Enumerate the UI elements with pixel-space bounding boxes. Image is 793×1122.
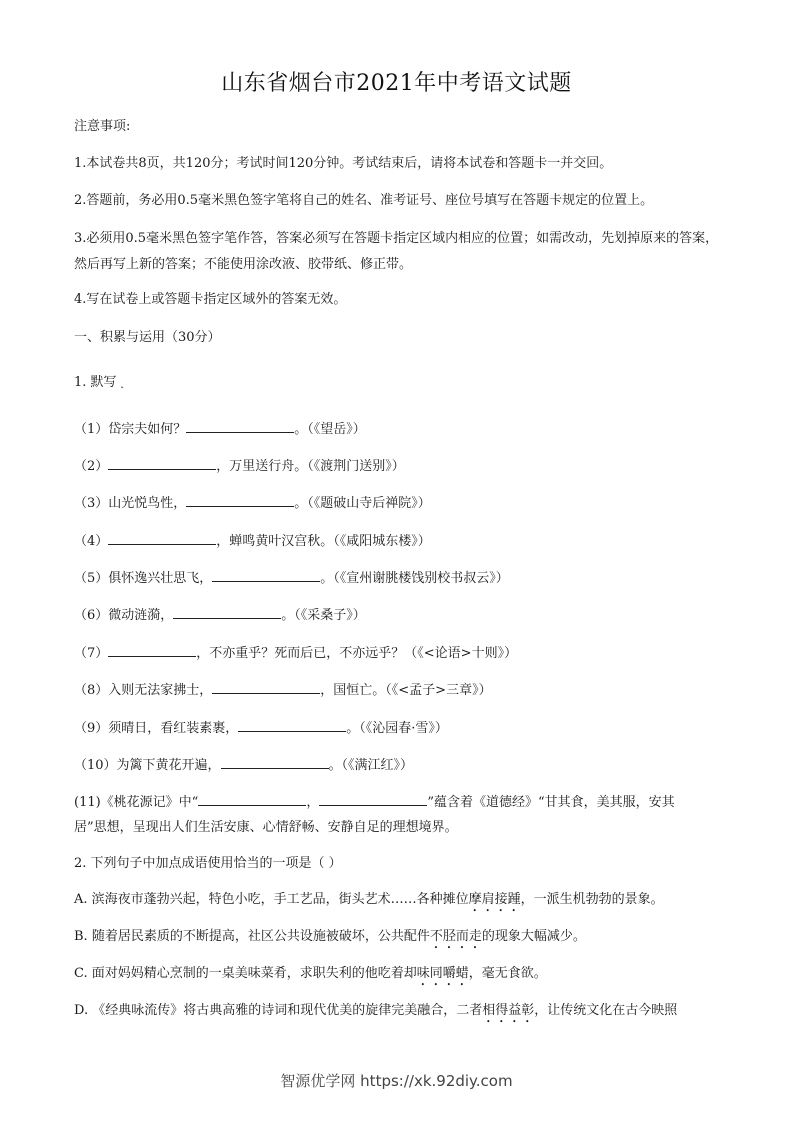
answer-blank[interactable]	[238, 717, 346, 732]
q1-item-9: （9）须晴日，看红装素裹， 。（《沁园春·雪》）	[74, 717, 734, 740]
answer-blank[interactable]	[173, 604, 281, 619]
q1-item-10: （10）为篱下黄花开遍， 。（《满江红》）	[74, 754, 734, 777]
question-2-stem: 2. 下列句子中加点成语使用恰当的一项是（ ）	[74, 856, 342, 871]
footer-watermark: 智源优学网 https://xk.92diy.com	[280, 1072, 513, 1090]
q1-item-6: （6）微动涟漪， 。（《采桑子》）	[74, 604, 734, 627]
notice-item-1: 1.本试卷共8页，共120分；考试时间120分钟。考试结束后，请将本试卷和答题卡一并交回。	[74, 156, 613, 171]
answer-blank[interactable]	[221, 754, 329, 769]
q1-item-4: （4） ，蝉鸣黄叶汉宫秋。（《咸阳城东楼》）	[74, 530, 734, 553]
answer-blank[interactable]	[198, 791, 306, 806]
q1-item-11-line2: 居”思想，呈现出人们生活安康、心情舒畅、安静自足的理想境界。	[74, 820, 458, 835]
q1-item-1: （1）岱宗夫如何？ 。（《望岳》）	[74, 418, 734, 441]
q2-option-c: C. 面对妈妈精心烹制的一桌美味菜肴，求职失利的他吃着却味同嚼蜡，毫无食欲。	[74, 966, 547, 981]
answer-blank[interactable]	[108, 642, 196, 657]
q1-item-11-line1: (11)《桃花源记》中“ ， ”蕴含着《道德经》“甘其食，美其服，安其	[74, 791, 734, 814]
q1-item-3: （3）山光悦鸟性， 。（《题破山寺后禅院》）	[74, 492, 734, 515]
answer-blank[interactable]	[186, 492, 294, 507]
q2-option-a: A. 滨海夜市蓬勃兴起，特色小吃，手工艺品，街头艺术……各种摊位摩肩接踵，一派生机勃勃的景象。	[74, 892, 664, 907]
answer-blank[interactable]	[186, 418, 294, 433]
answer-blank[interactable]	[212, 567, 320, 582]
answer-blank[interactable]	[108, 530, 216, 545]
notice-item-4: 4.写在试卷上或答题卡指定区域外的答案无效。	[74, 292, 347, 307]
q2-option-d: D. 《经典咏流传》将古典高雅的诗词和现代优美的旋律完美融合，二者相得益彰，让传统文化在古今映照	[74, 1003, 678, 1018]
notice-item-3: 3.必须用0.5毫米黑色签字笔作答，答案必须写在答题卡指定区域内相应的位置；如需改动，先划掉原来的答案，然后再写上新的答案；不能使用涂改液、胶带纸、修正带。	[74, 231, 719, 272]
answer-blank[interactable]	[319, 791, 427, 806]
notice-heading: 注意事项:	[74, 119, 131, 134]
section-heading: 一、积累与运用（30分）	[74, 330, 221, 345]
page-title: 山东省烟台市2021年中考语文试题	[221, 71, 572, 96]
notice-item-2: 2.答题前，务必用0.5毫米黑色签字笔将自己的姓名、准考证号、座位号填写在答题卡规定的位置上。	[74, 193, 654, 208]
question-1-label: 1. 默写 ˛	[74, 375, 125, 390]
q2-option-b: B. 随着居民素质的不断提高，社区公共设施被破坏，公共配件不胫而走的现象大幅减少。	[74, 929, 586, 944]
q1-item-7: （7） ，不亦重乎？死而后已，不亦远乎？（《<论语>十则》）	[74, 642, 734, 665]
q1-item-8: （8）入则无法家拂士， ，国恒亡。（《<孟子>三章》）	[74, 679, 734, 702]
q1-item-5: （5）俱怀逸兴壮思飞， 。（《宣州谢朓楼饯别校书叔云》）	[74, 567, 734, 590]
answer-blank[interactable]	[212, 679, 320, 694]
q1-item-2: （2） ，万里送行舟。（《渡荆门送别》）	[74, 455, 734, 478]
answer-blank[interactable]	[108, 455, 216, 470]
